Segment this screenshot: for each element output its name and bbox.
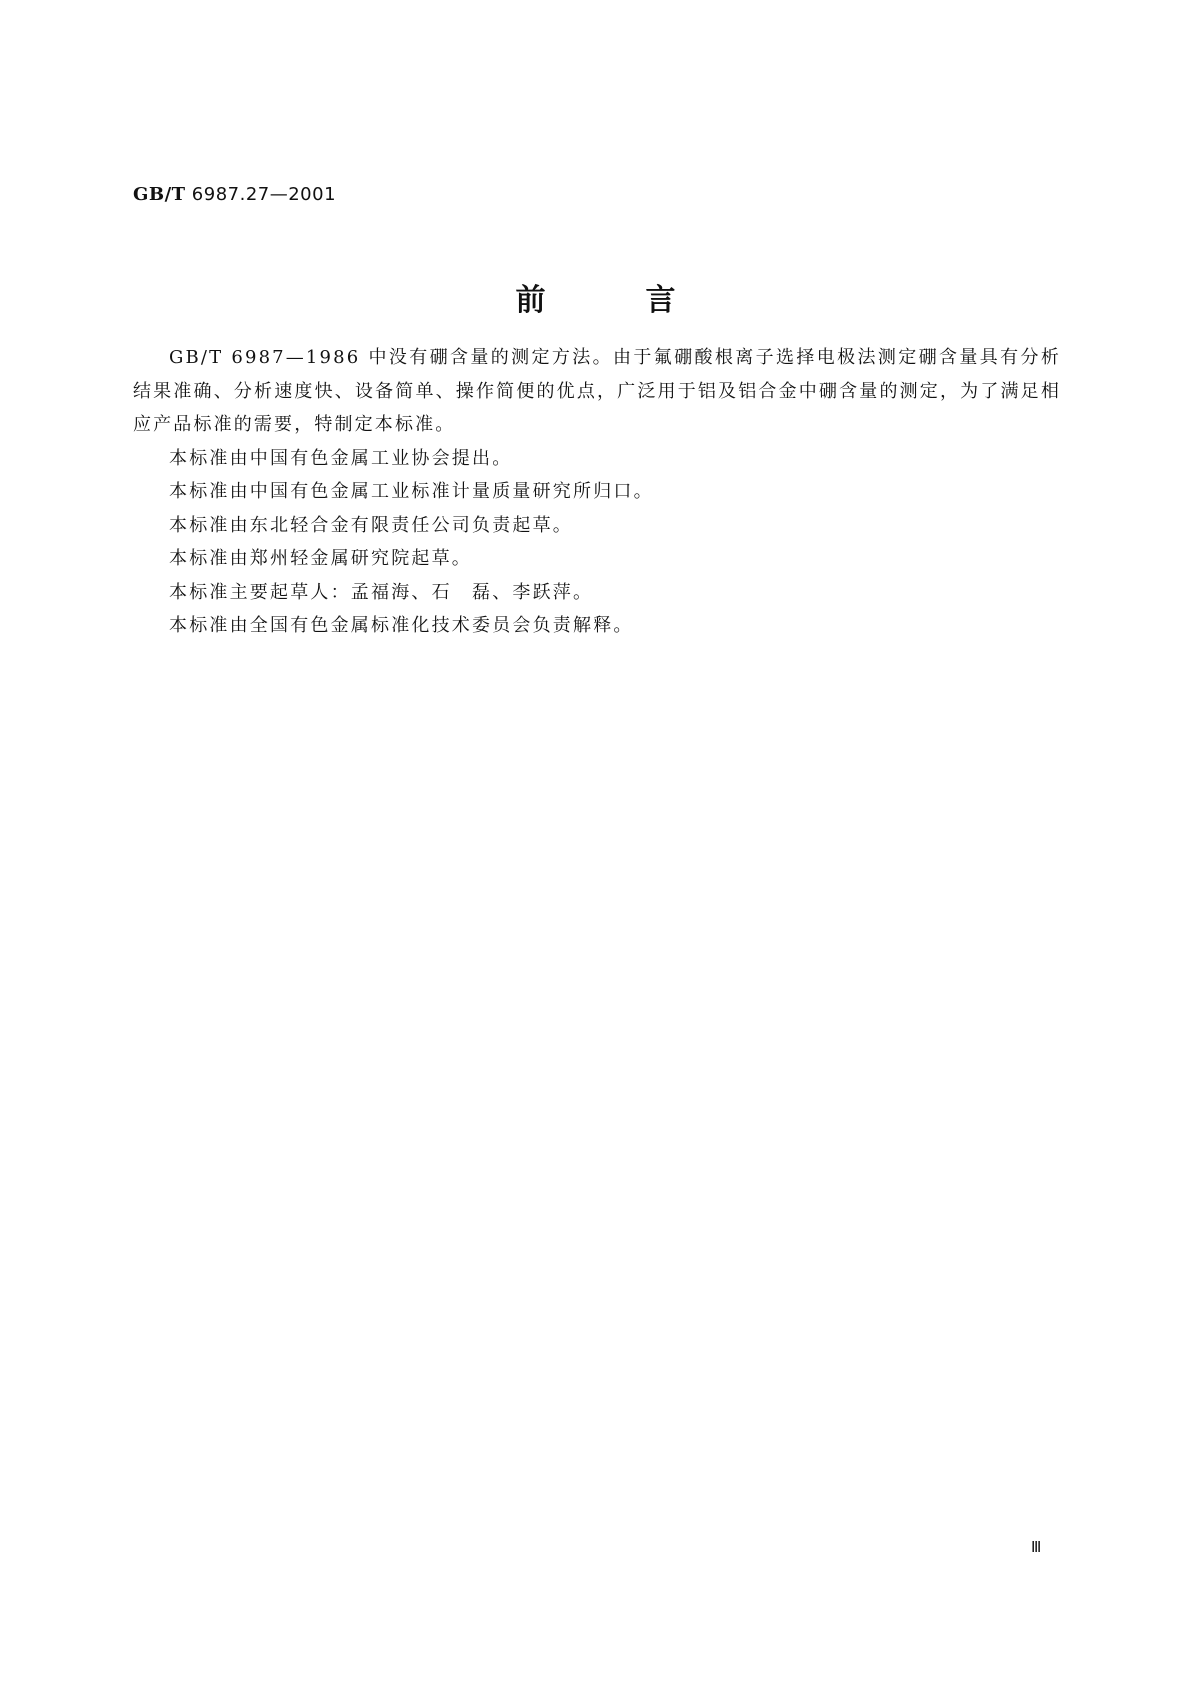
standard-code: GB/T [133, 184, 186, 205]
foreword-paragraph: 本标准由中国有色金属工业协会提出。 [169, 447, 513, 469]
standard-number [133, 184, 336, 205]
foreword-paragraph: 本标准由东北轻合金有限责任公司负责起草。 [169, 514, 573, 536]
page-number: Ⅲ [1031, 1538, 1043, 1556]
foreword-paragraph: 本标准由郑州轻金属研究院起草。 [169, 548, 472, 569]
foreword-paragraph: 本标准由全国有色金属标准化技术委员会负责解释。 [169, 615, 634, 636]
title-char-2: 言 [645, 283, 676, 318]
title-char-1: 前 [515, 283, 546, 318]
foreword-paragraph: 本标准由中国有色金属工业标准计量质量研究所归口。 [169, 481, 654, 502]
foreword-paragraph: GB/T 6987—1986 中没有硼含量的测定方法。由于氟硼酸根离子选择电极法测定硼含量具有分析结果准确、分析速度快、设备简单、操作简便的优点，广泛用于铝及铝合金中硼含量的测定，为了满足相应产品标准的需要，特制定本标准。 [133, 347, 1061, 435]
standard-number-value: 6987.27—2001 [191, 184, 337, 205]
foreword-body [133, 341, 1061, 643]
page-title [0, 275, 1191, 319]
foreword-paragraph: 本标准主要起草人：孟福海、石 磊、李跃萍。 [169, 581, 594, 603]
